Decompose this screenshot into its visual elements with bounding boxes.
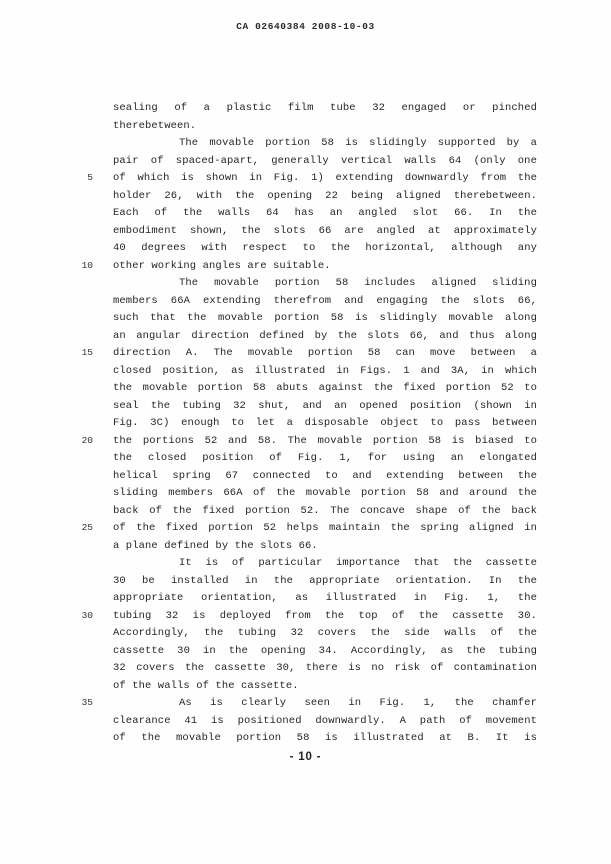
page-number: - 10 - (289, 751, 322, 763)
document-header: CA 02640384 2008-10-03 (236, 21, 375, 32)
text-line (55, 538, 537, 556)
line-text: direction A. The movable portion 58 can move between a (113, 347, 537, 359)
text-line (55, 608, 537, 626)
text-line (55, 153, 537, 171)
text-line (55, 573, 537, 591)
text-line (55, 730, 537, 748)
text-line (55, 468, 537, 486)
text-line (55, 188, 537, 206)
text-line (55, 240, 537, 258)
line-text: closed position, as illustrated in Figs. 1 and 3A, in which (113, 364, 537, 377)
line-text: clearance 41 is positioned downwardly. A path of movement (113, 714, 537, 727)
line-text: such that the movable portion 58 is slidingly movable along (113, 312, 537, 324)
line-text: As is clearly seen in Fig. 1, the chamfer (179, 697, 537, 709)
text-line (55, 415, 537, 433)
line-number: 5 (87, 172, 93, 183)
document-body (55, 100, 537, 748)
text-line (55, 590, 537, 608)
line-text: of which is shown in Fig. 1) extending downwardly from the (113, 172, 537, 184)
line-text: tubing 32 is deployed from the top of the cassette 30. (113, 609, 537, 622)
text-line (55, 695, 537, 713)
line-text: The movable portion 58 is slidingly supported by a (179, 137, 537, 149)
line-text: It is of particular importance that the cassette (179, 557, 537, 569)
line-text: sealing of a plastic film tube 32 engaged or pinched (113, 102, 537, 114)
line-number: 25 (81, 522, 93, 533)
text-line (55, 433, 537, 451)
text-line (55, 643, 537, 661)
line-text: sliding members 66A of the movable portion 58 and around the (113, 487, 537, 499)
line-text: a plane defined by the slots 66. (113, 539, 318, 552)
line-text: seal the tubing 32 shut, and an opened position (shown in (113, 399, 537, 412)
line-number: 20 (81, 434, 93, 446)
text-line (55, 485, 537, 503)
line-number: 30 (81, 609, 93, 621)
text-line (55, 678, 537, 696)
line-text: Fig. 3C) enough to let a disposable object to pass between (113, 417, 537, 429)
text-line (55, 170, 537, 188)
line-text: 32 covers the cassette 30, there is no risk of contamination (113, 662, 537, 674)
text-line (55, 713, 537, 731)
line-text: of the fixed portion 52 helps maintain the spring aligned in (113, 522, 537, 534)
text-line (55, 503, 537, 521)
line-text: therebetween. (113, 119, 197, 132)
text-line (55, 398, 537, 416)
line-text: embodiment shown, the slots 66 are angled at approximately (113, 224, 537, 237)
text-line (55, 625, 537, 643)
line-text: Accordingly, the tubing 32 covers the side walls of the (113, 627, 537, 639)
text-line (55, 363, 537, 381)
text-line (55, 450, 537, 468)
text-line (55, 345, 537, 363)
text-line (55, 555, 537, 573)
text-line (55, 258, 537, 276)
line-number: 35 (81, 697, 93, 708)
text-line (55, 380, 537, 398)
line-text: back of the fixed portion 52. The concave shape of the back (113, 504, 537, 517)
line-text: 40 degrees with respect to the horizontal, although any (113, 242, 537, 254)
line-text: holder 26, with the opening 22 being aligned therebetween. (113, 189, 537, 202)
line-text: members 66A extending therefrom and engaging the slots 66, (113, 294, 537, 307)
text-line (55, 275, 537, 293)
text-line (55, 293, 537, 311)
line-text: of the movable portion 58 is illustrated at B. It is (113, 732, 537, 744)
line-text: the movable portion 58 abuts against the fixed portion 52 to (113, 382, 537, 394)
line-number: 10 (81, 259, 93, 271)
line-text: helical spring 67 connected to and extending between the (113, 469, 537, 482)
text-line (55, 328, 537, 346)
text-line (55, 310, 537, 328)
text-line (55, 205, 537, 223)
line-text: The movable portion 58 includes aligned sliding (179, 277, 537, 289)
line-text: the portions 52 and 58. The movable portion 58 is biased to (113, 434, 537, 447)
line-text: the closed position of Fig. 1, for using an elongated (113, 452, 537, 464)
line-number: 15 (81, 347, 93, 358)
text-line (55, 223, 537, 241)
line-text: 30 be installed in the appropriate orientation. In the (113, 574, 537, 587)
line-text: cassette 30 in the opening 34. Accordingly, as the tubing (113, 644, 537, 657)
text-line (55, 520, 537, 538)
text-line (55, 118, 537, 136)
text-line (55, 660, 537, 678)
line-text: of the walls of the cassette. (113, 679, 299, 692)
line-text: pair of spaced-apart, generally vertical walls 64 (only one (113, 154, 537, 167)
text-line (55, 135, 537, 153)
line-text: other working angles are suitable. (113, 259, 331, 272)
line-text: Each of the walls 64 has an angled slot 66. In the (113, 207, 537, 219)
text-line (55, 100, 537, 118)
line-text: an angular direction defined by the slots 66, and thus along (113, 329, 537, 342)
line-text: appropriate orientation, as illustrated in Fig. 1, the (113, 592, 537, 604)
